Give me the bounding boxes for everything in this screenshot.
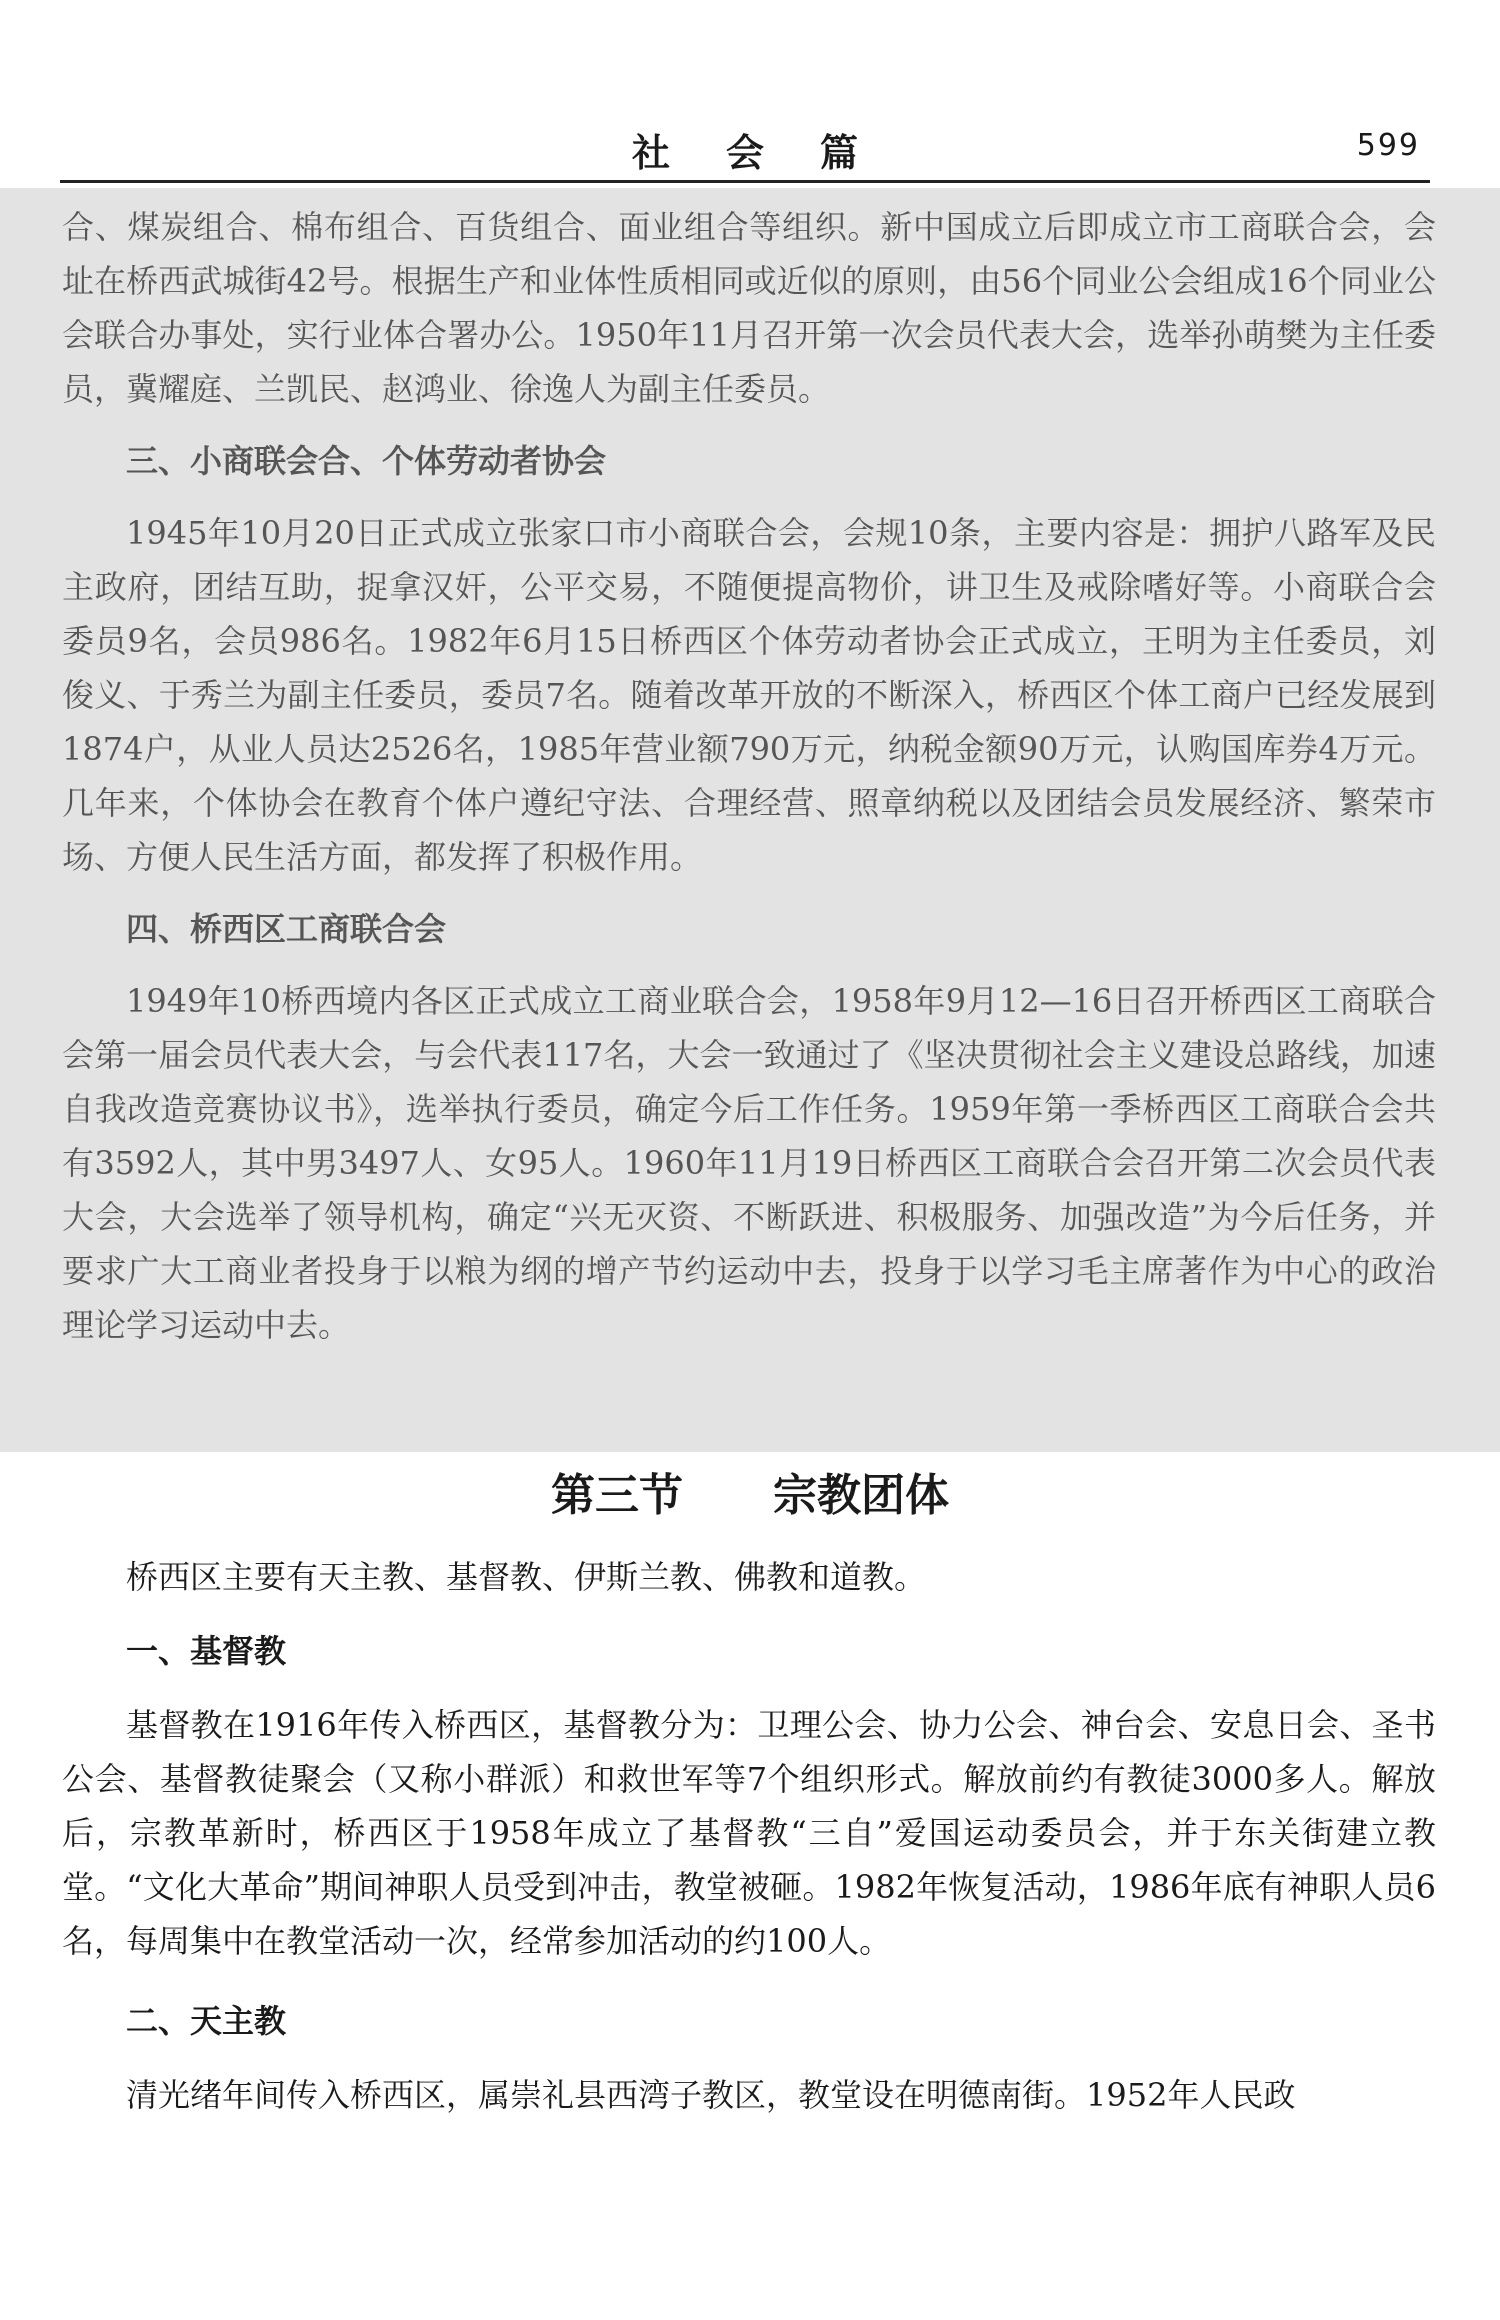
body-content	[62, 1550, 1436, 2122]
shaded-content	[62, 200, 1436, 1352]
subsection-paragraph-4: 1949年10桥西境内各区正式成立工商业联合会，1958年9月12—16日召开桥西区工商联合会第一届会员代表大会，与会代表117名，大会一致通过了《坚决贯彻社会主义建设总路线，加速自我改造竞赛协议书》，选举执行委员，确定今后工作任务。1959年第一季桥西区工商联合会共有3592人，其中男3497人、女95人。1960年11月19日桥西区工商联合会召开第二次会员代表大会，大会选举了领导机构，确定“兴无灭资、不断跃进、积极服务、加强改造”为今后任务，并要求广大工商业者投身于以粮为纲的增产节约运动中去，投身于以学习毛主席著作为中心的政治理论学习运动中去。	[62, 982, 1436, 1344]
running-head-title: 社会篇	[631, 130, 914, 175]
section-intro: 桥西区主要有天主教、基督教、伊斯兰教、佛教和道教。	[126, 1558, 927, 1596]
subsection-heading-3: 三、小商联会合、个体劳动者协会	[126, 442, 607, 480]
catholicism-heading: 二、天主教	[126, 2002, 287, 2040]
continued-paragraph: 合、煤炭组合、棉布组合、百货组合、面业组合等组织。新中国成立后即成立市工商联合会，会址在桥西武城街42号。根据生产和业体性质相同或近似的原则，由56个同业公会组成16个同业公会联合办事处，实行业体合署办公。1950年11月召开第一次会员代表大会，选举孙萌樊为主任委员，冀耀庭、兰凯民、赵鸿业、徐逸人为副主任委员。	[62, 208, 1436, 408]
christianity-heading: 一、基督教	[126, 1632, 287, 1670]
page-number: 599	[1356, 128, 1420, 163]
subsection-paragraph-3: 1945年10月20日正式成立张家口市小商联合会，会规10条，主要内容是：拥护八路军及民主政府，团结互助，捉拿汉奸，公平交易，不随便提高物价，讲卫生及戒除嗜好等。小商联合会委员9名，会员986名。1982年6月15日桥西区个体劳动者协会正式成立，王明为主任委员，刘俊义、于秀兰为副主任委员，委员7名。随着改革开放的不断深入，桥西区个体工商户已经发展到1874户，从业人员达2526名，1985年营业额790万元，纳税金额90万元，认购国库券4万元。几年来，个体协会在教育个体户遵纪守法、合理经营、照章纳税以及团结会员发展经济、繁荣市场、方便人民生活方面，都发挥了积极作用。	[62, 514, 1436, 876]
section-name: 宗教团体	[773, 1470, 949, 1521]
section-number: 第三节	[551, 1470, 683, 1521]
header-rule	[60, 180, 1430, 183]
page-header	[60, 118, 1430, 180]
subsection-heading-4: 四、桥西区工商联合会	[126, 910, 447, 948]
christianity-paragraph: 基督教在1916年传入桥西区，基督教分为：卫理公会、协力公会、神台会、安息日会、圣书公会、基督教徒聚会（又称小群派）和救世军等7个组织形式。解放前约有教徒3000多人。解放后，宗教革新时，桥西区于1958年成立了基督教“三自”爱国运动委员会，并于东关街建立教堂。“文化大革命”期间神职人员受到冲击，教堂被砸。1982年恢复活动，1986年底有神职人员6名，每周集中在教堂活动一次，经常参加活动的约100人。	[62, 1706, 1436, 1960]
shaded-block	[0, 188, 1500, 1452]
section-title	[0, 1466, 1500, 1526]
catholicism-paragraph: 清光绪年间传入桥西区，属崇礼县西湾子教区，教堂设在明德南街。1952年人民政	[126, 2076, 1296, 2114]
